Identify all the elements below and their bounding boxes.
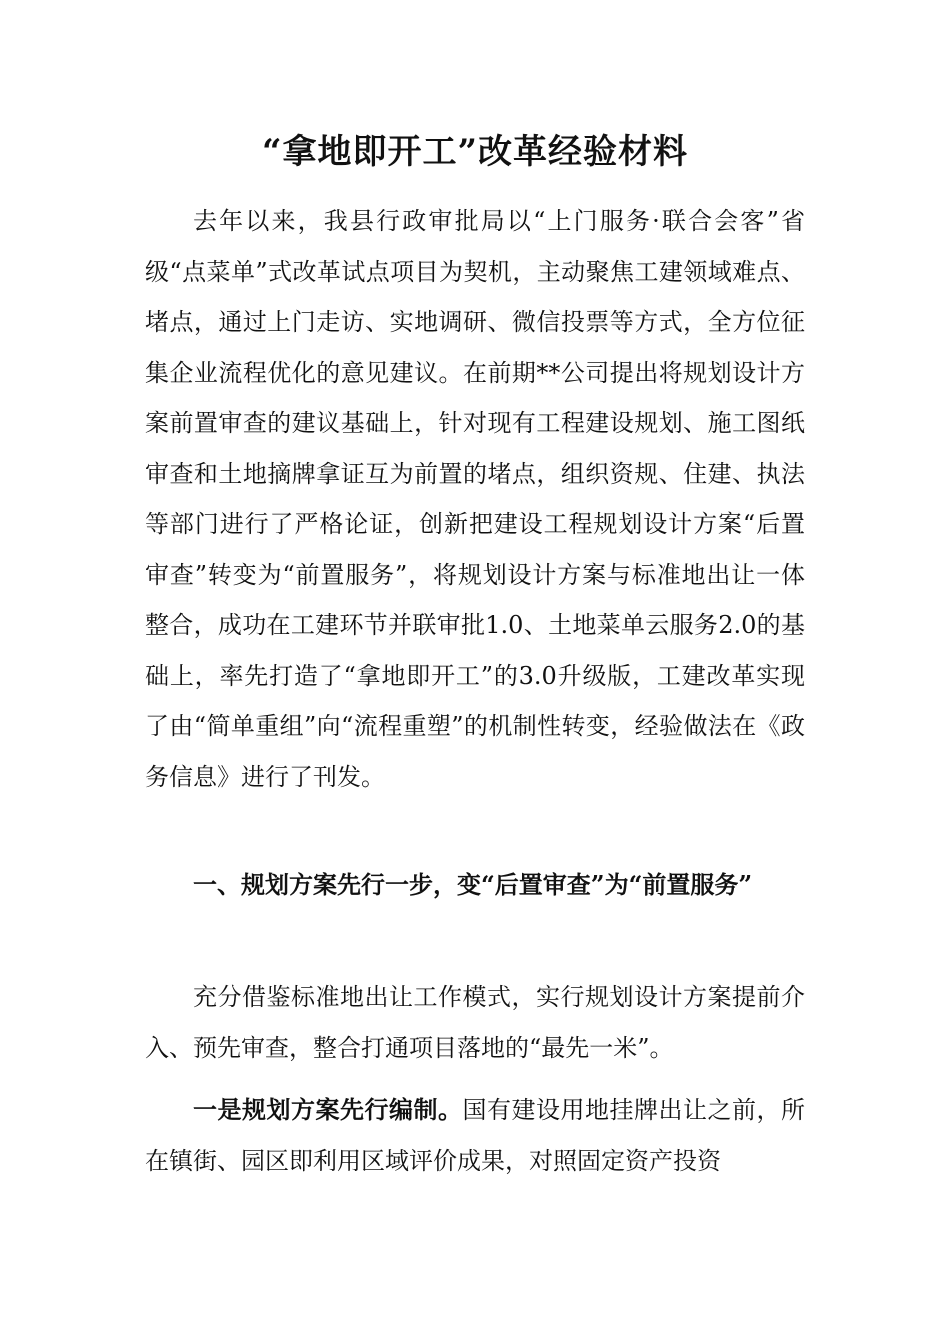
body-paragraph-3 xyxy=(145,1085,805,1186)
section-heading-1: 一、规划方案先行一步，变“后置审查”为“前置服务” xyxy=(193,870,753,899)
body-paragraph-1: 去年以来，我县行政审批局以“上门服务·联合会客”省级“点菜单”式改革试点项目为契机，主动聚焦工建领域难点、堵点，通过上门走访、实地调研、微信投票等方式，全方位征集企业流程优化的意见建议。在前期**公司提出将规划设计方案前置审查的建议基础上，针对现有工程建设规划、施工图纸审查和土地摘牌拿证互为前置的堵点，组织资规、住建、执法等部门进行了严格论证，创新把建设工程规划设计方案“后置审查”转变为“前置服务”，将规划设计方案与标准地出让一体整合，成功在工建环节并联审批1.0、土地菜单云服务2.0的基础上，率先打造了“拿地即开工”的3.0升级版，工建改革实现了由“简单重组”向“流程重塑”的机制性转变，经验做法在《政务信息》进行了刊发。 xyxy=(145,207,805,791)
paragraph-3-body: 国有建设用地挂牌出让之前，所在镇街、园区即利用区域评价成果，对照固定资产投资 xyxy=(145,1096,805,1175)
document-title: “拿地即开工”改革经验材料 xyxy=(261,132,689,172)
paragraph-3-lead: 一是规划方案先行编制。 xyxy=(193,1095,463,1124)
body-paragraph-2: 充分借鉴标准地出让工作模式，实行规划设计方案提前介入、预先审查，整合打通项目落地的“最先一米”。 xyxy=(145,983,805,1062)
